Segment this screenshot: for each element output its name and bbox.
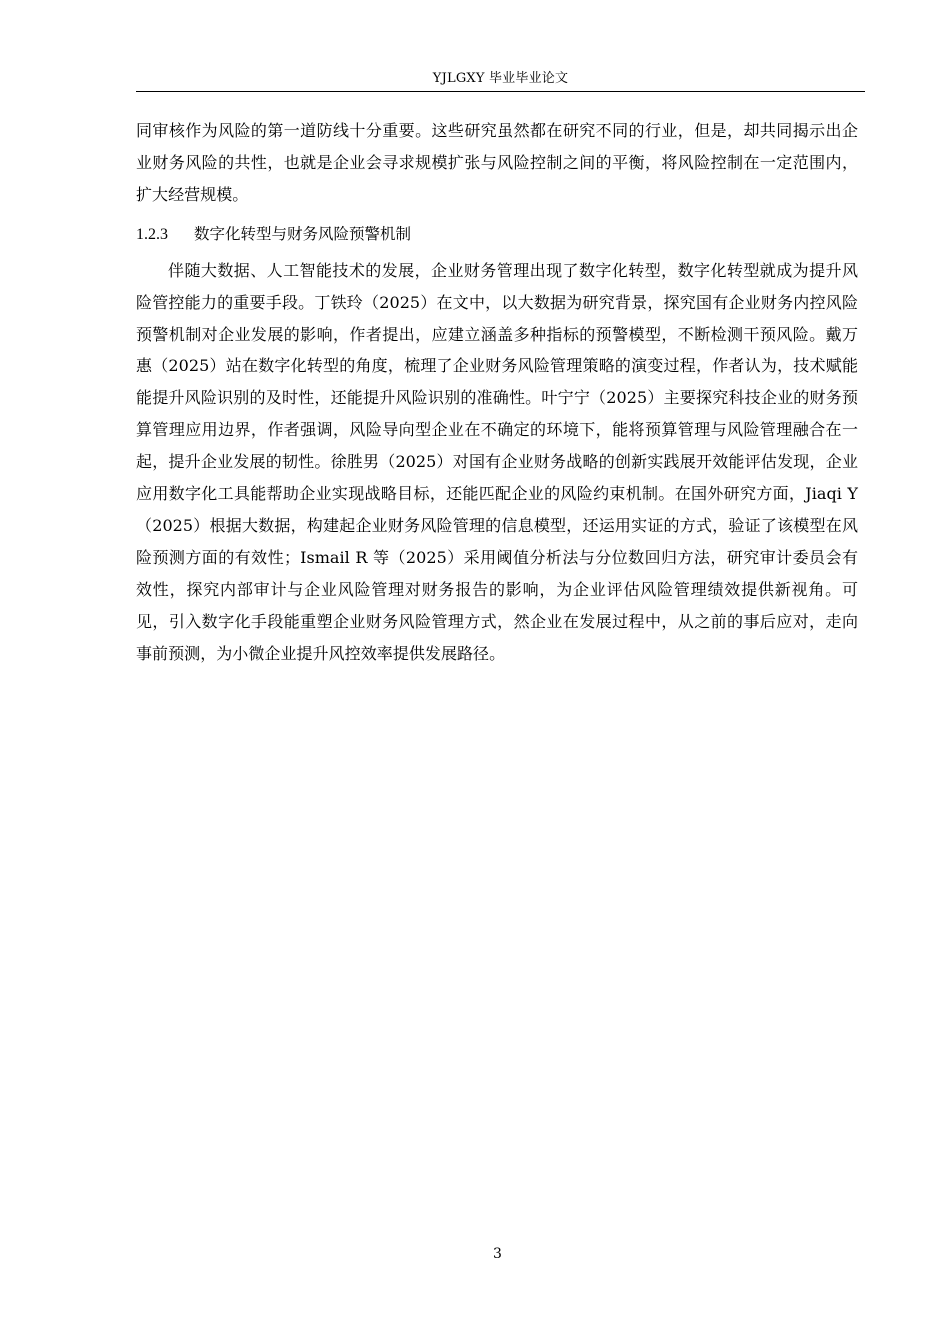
document-body	[136, 115, 858, 670]
page-number: 3	[493, 1246, 502, 1262]
page-header: YJLGXY 毕业毕业论文	[432, 71, 569, 86]
section-heading	[136, 219, 858, 250]
header-divider	[136, 91, 865, 92]
body-paragraph: 伴随大数据、人工智能技术的发展，企业财务管理出现了数字化转型，数字化转型就成为提升风险管控能力的重要手段。丁铁玲（2025）在文中，以大数据为研究背景，探究国有企业财务内控风险预警机制对企业发展的影响，作者提出，应建立涵盖多种指标的预警模型，不断检测干预风险。戴万惠（2025）站在数字化转型的角度，梳理了企业财务风险管理策略的演变过程，作者认为，技术赋能能提升风险识别的及时性，还能提升风险识别的准确性。叶宁宁（2025）主要探究科技企业的财务预算管理应用边界，作者强调，风险导向型企业在不确定的环境下，能将预算管理与风险管理融合在一起，提升企业发展的韧性。徐胜男（2025）对国有企业财务战略的创新实践展开效能评估发现，企业应用数字化工具能帮助企业实现战略目标，还能匹配企业的风险约束机制。在国外研究方面，Jiaqi Y（2025）根据大数据，构建起企业财务风险管理的信息模型，还运用实证的方式，验证了该模型在风险预测方面的有效性；Ismail R 等（2025）采用阈值分析法与分位数回归方法，研究审计委员会有效性，探究内部审计与企业风险管理对财务报告的影响，为企业评估风险管理绩效提供新视角。可见，引入数字化手段能重塑企业财务风险管理方式，然企业在发展过程中，从之前的事后应对，走向事前预测，为小微企业提升风控效率提供发展路径。	[136, 260, 858, 663]
body-paragraph-continued: 同审核作为风险的第一道防线十分重要。这些研究虽然都在研究不同的行业，但是，却共同揭示出企业财务风险的共性，也就是企业会寻求规模扩张与风险控制之间的平衡，将风险控制在一定范围内，扩大经营规模。	[136, 121, 858, 204]
section-number: 1.2.3	[136, 225, 168, 243]
section-title: 数字化转型与财务风险预警机制	[194, 224, 412, 243]
